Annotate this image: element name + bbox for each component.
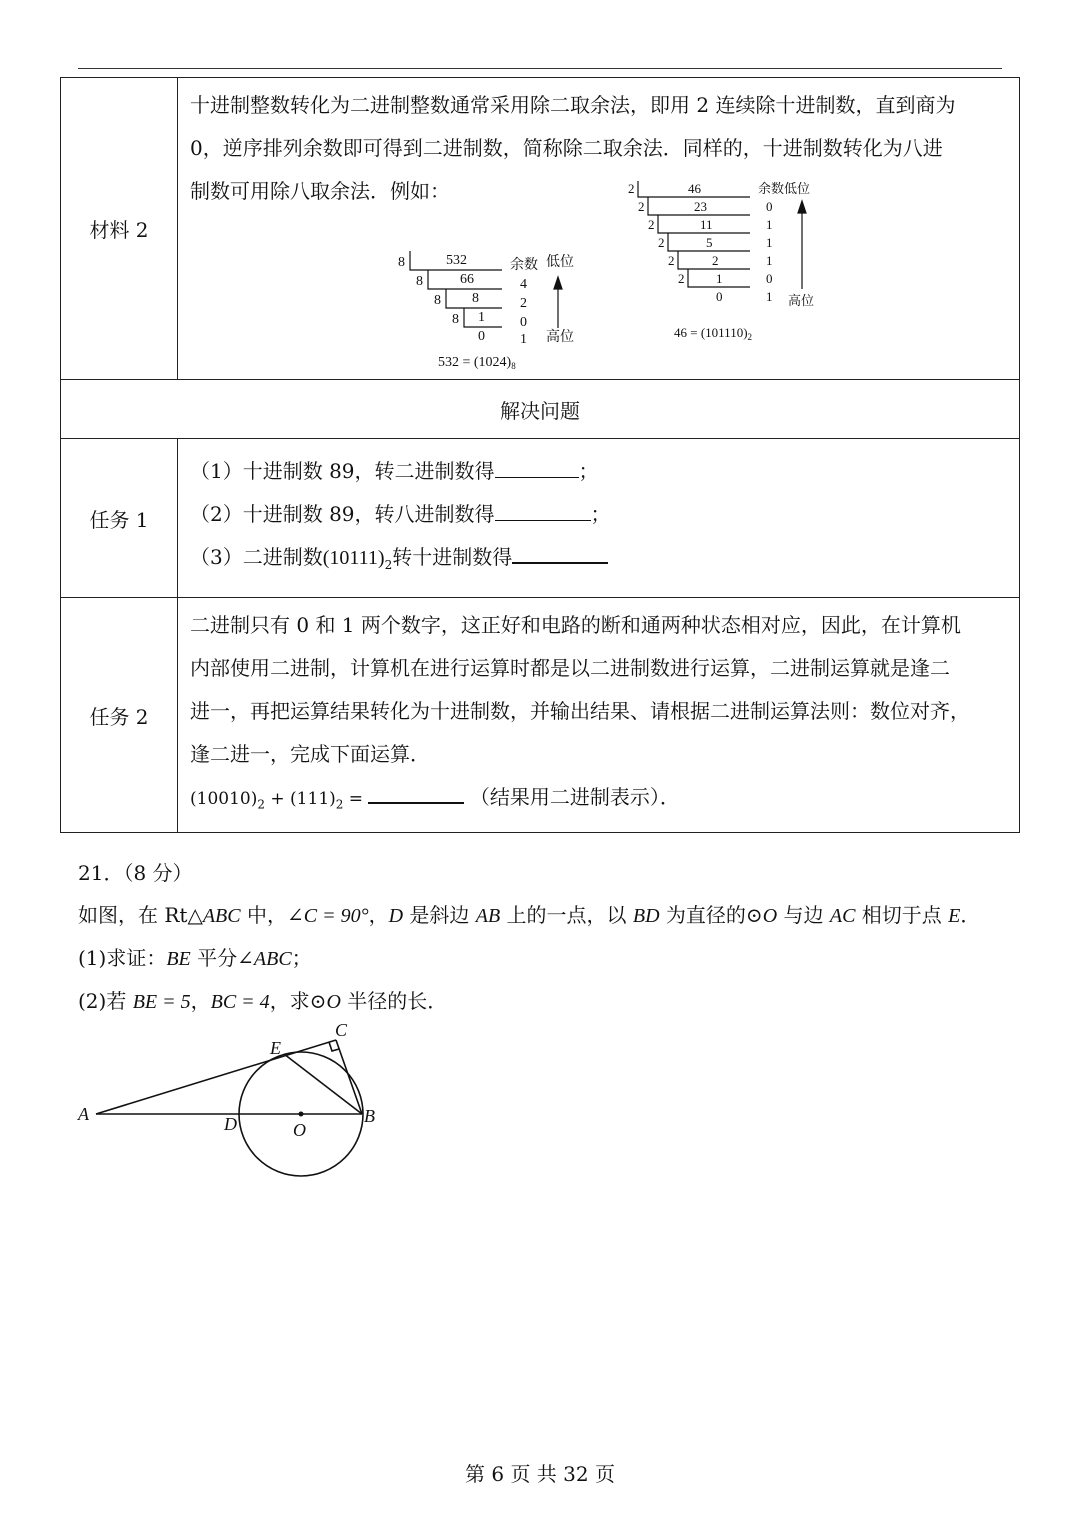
label-a: A: [78, 1104, 89, 1124]
stem-math: AC: [829, 905, 856, 927]
material-table: [60, 77, 1020, 833]
part-text: (1)求证：: [78, 946, 167, 970]
octal-remainder: 1: [520, 332, 527, 347]
task1-row: [61, 439, 1020, 598]
binary-result: $46 = (101110)_2$: [674, 325, 753, 342]
binary-high-label: 高位: [788, 293, 815, 308]
octal-remainder: 0: [520, 315, 527, 330]
solve-header: 解决问题: [61, 380, 1020, 439]
octal-quotient: 1: [478, 310, 485, 325]
binary-remainder: 1: [766, 217, 773, 232]
stem-math: O: [762, 905, 778, 927]
stem-text: 与边: [777, 903, 830, 927]
material2-line: 制数可用除八取余法．例如：: [190, 179, 450, 203]
material2-content: [178, 78, 1020, 380]
task1-q2-text: （2）十进制数 89，转八进制数得: [190, 501, 495, 526]
stem-text: 上的一点，以: [500, 903, 633, 927]
task2-line: 进一，再把运算结果转化为十进制数，并输出结果、请根据二进制运算法则：数位对齐，: [190, 699, 970, 723]
task1-q2-end: ；: [590, 501, 611, 526]
stem-math: BD: [632, 905, 660, 927]
part-text: 半径的长．: [340, 989, 448, 1013]
stem-text: 为直径的⊙: [659, 903, 763, 927]
binary-divisor: 2: [638, 199, 645, 214]
binary-divisor: 2: [628, 181, 635, 196]
part-math: ∠ABC: [237, 948, 292, 970]
octal-divisor: 8: [398, 255, 405, 270]
part-text: ，: [190, 989, 211, 1013]
binary-remainder: 1: [766, 253, 773, 268]
task1-q3-post: 转十进制数得: [392, 544, 513, 569]
stem-text: 是斜边: [403, 903, 476, 927]
task1-content: [178, 439, 1020, 598]
binary-divisor: 2: [668, 253, 675, 268]
task1-label: 任务 1: [61, 439, 178, 598]
octal-quotient: 0: [478, 329, 485, 344]
octal-remainder: 2: [520, 296, 527, 311]
task1-q3-number: (10111): [322, 546, 385, 569]
label-c: C: [335, 1020, 348, 1040]
part-math: BC = 4: [210, 991, 270, 1013]
label-e: E: [270, 1038, 281, 1058]
binary-quotient: 1: [716, 271, 723, 286]
task2-row: [61, 598, 1020, 833]
binary-remainder: 0: [766, 199, 773, 214]
octal-quotient: 532: [446, 253, 467, 268]
binary-quotient: 23: [694, 199, 707, 214]
task1-q3-base: 2: [384, 557, 393, 572]
answer-blank[interactable]: [512, 538, 608, 564]
octal-divisor: 8: [452, 312, 459, 327]
stem-math: AB: [475, 905, 501, 927]
task1-q3: [190, 536, 1009, 587]
task1-q1: [190, 450, 1009, 493]
expr-operand-a: (10010): [190, 789, 258, 809]
binary-division-diagram: [618, 177, 838, 373]
binary-quotient: 2: [712, 253, 719, 268]
binary-quotient: 5: [706, 235, 713, 250]
solve-header-row: [61, 380, 1020, 439]
stem-text: 中，: [240, 903, 287, 927]
task1-q1-end: ；: [578, 458, 599, 483]
material2-line: 十进制整数转化为二进制整数通常采用除二取余法，即用 2 连续除十进制数，直到商为: [190, 93, 956, 117]
octal-remainder-header: 余数: [510, 258, 538, 273]
label-o: O: [293, 1120, 306, 1140]
task1-q3-text: （3）二进制数: [190, 544, 323, 569]
octal-remainder: 4: [520, 277, 527, 292]
task2-line: 逢二进一，完成下面运算．: [190, 742, 430, 766]
octal-divisor: 8: [434, 293, 441, 308]
expr-equals: =: [343, 789, 364, 809]
binary-divisor: 2: [648, 217, 655, 232]
answer-blank[interactable]: [495, 453, 579, 478]
stem-math: E: [948, 905, 961, 927]
page-footer: 第 6 页 共 32 页: [465, 1462, 615, 1486]
stem-text: 如图，在 Rt△: [78, 903, 203, 927]
binary-remainder: 0: [766, 271, 773, 286]
header-rule: [78, 68, 1002, 69]
binary-quotient: 0: [716, 289, 723, 304]
material2-label: 材料 2: [61, 78, 178, 380]
stem-math: D: [388, 905, 404, 927]
binary-quotient: 11: [700, 217, 713, 232]
expr-base-b: 2: [335, 797, 344, 812]
segment-cb: [336, 1040, 362, 1114]
question-stem: [78, 894, 1018, 937]
task2-label: 任务 2: [61, 598, 178, 833]
part-text: 平分: [190, 946, 238, 970]
stem-text: ，: [368, 903, 389, 927]
part-text: ；: [291, 946, 312, 970]
octal-low-label: 低位: [546, 255, 574, 270]
answer-blank[interactable]: [495, 496, 591, 521]
task1-q2: [190, 493, 1009, 536]
task1-q1-text: （1）十进制数 89，转二进制数得: [190, 458, 495, 483]
part-math: O: [326, 991, 341, 1013]
question-part-1: [78, 937, 1018, 980]
question-21: [78, 852, 1018, 1023]
part-math: BE = 5: [132, 991, 191, 1013]
segment-ac: [96, 1040, 336, 1114]
center-point: [299, 1112, 304, 1117]
task2-line: 二进制只有 0 和 1 两个数字，这正好和电路的断和通两种状态相对应，因此，在计算机: [190, 613, 961, 637]
stem-math: ABC: [202, 905, 241, 927]
octal-division-diagram: [390, 213, 610, 373]
octal-high-label: 高位: [546, 330, 574, 345]
label-d: D: [224, 1114, 237, 1134]
expr-operand-b: + (111): [265, 789, 336, 809]
material2-line: 0，逆序排列余数即可得到二进制数，简称除二取余法．同样的，十进制数转化为八进: [190, 136, 943, 160]
part-text: ，求⊙: [269, 989, 327, 1013]
segment-eb: [284, 1054, 362, 1114]
binary-quotient: 46: [688, 181, 701, 196]
expr-note: （结果用二进制表示）．: [469, 785, 680, 809]
octal-divisor: 8: [416, 274, 423, 289]
binary-remainder-header: 余数低位: [758, 181, 811, 196]
stem-text: 相切于点: [855, 903, 949, 927]
binary-divisor: 2: [678, 271, 685, 286]
question-header: 21．（8 分）: [78, 861, 193, 885]
answer-blank[interactable]: [368, 778, 464, 804]
binary-remainder: 1: [766, 289, 773, 304]
stem-math: ∠C = 90°: [286, 905, 369, 927]
label-b: B: [364, 1106, 375, 1126]
part-text: (2)若: [78, 989, 133, 1013]
binary-divisor: 2: [658, 235, 665, 250]
material2-row: [61, 78, 1020, 380]
octal-quotient: 8: [472, 291, 479, 306]
octal-quotient: 66: [460, 272, 474, 287]
task2-expression: [190, 776, 1009, 826]
expr-base-a: 2: [257, 797, 265, 812]
task2-line: 内部使用二进制，计算机在进行运算时都是以二进制数进行运算，二进制运算就是逢二: [190, 656, 950, 680]
geometry-figure: [70, 1016, 390, 1186]
binary-remainder: 1: [766, 235, 773, 250]
part-math: BE: [166, 948, 191, 970]
task2-content: [178, 598, 1020, 833]
octal-result: $532 = (1024)_8$: [438, 355, 516, 371]
stem-text: ．: [960, 903, 981, 927]
